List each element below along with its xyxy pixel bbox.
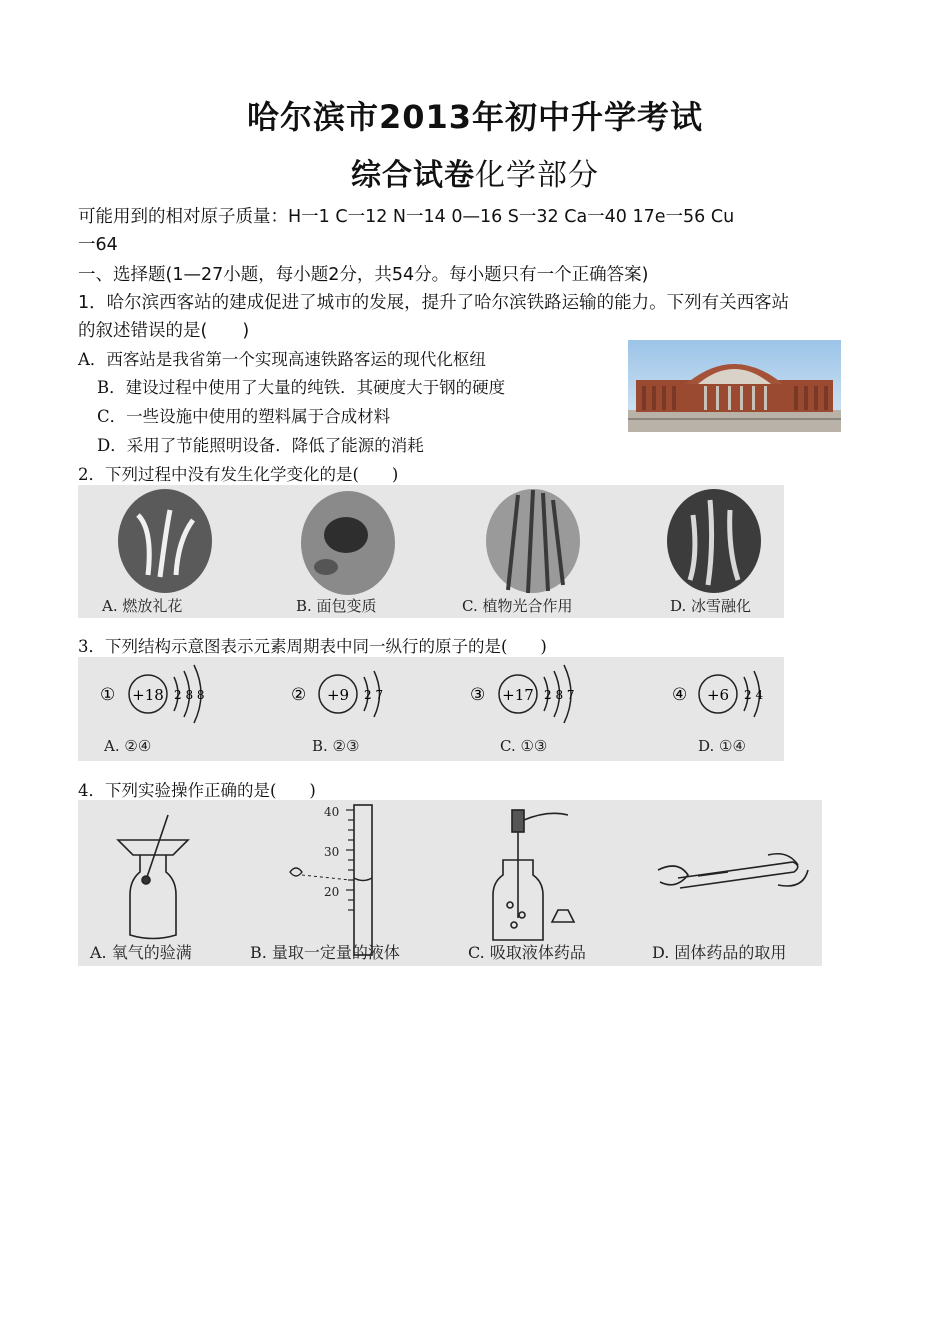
q2-caption-c: C. 植物光合作用 [462,597,573,615]
cylinder-tick-30: 30 [324,845,340,859]
q1-option-b: B．建设过程中使用了大量的纯铁．其硬度大于钢的硬度 [97,378,506,397]
subtitle-bold: 综合试卷 [351,158,475,193]
atom-3-nucleus: +17 [502,686,534,704]
exam-title: 哈尔滨市2013年初中升学考试 [246,98,704,136]
fireworks-image [118,489,212,593]
atom-2-shells: 2 7 [364,688,384,702]
q3-figure [78,657,784,761]
q2-caption-b: B. 面包变质 [296,597,377,615]
q4-figure [78,800,822,966]
atom-4-nucleus: +6 [706,686,730,704]
atom-diagram-4 [672,671,763,717]
atom-1-nucleus: +18 [132,686,164,704]
q1-stem-line-2: 的叙述错误的是( ) [78,321,250,341]
q4-stem: 4．下列实验操作正确的是( ) [78,781,316,800]
atom-diagram-1 [100,665,205,723]
atom-diagram-3 [470,665,575,723]
atom-3-label: ③ [470,685,486,705]
q3-answer-d: D. ①④ [698,737,746,755]
q4-caption-d: D. 固体药品的取用 [652,943,787,962]
q2-stem: 2．下列过程中没有发生化学变化的是( ) [78,465,399,484]
atom-4-shells: 2 4 [744,688,764,702]
dropper-and-reagent-bottle [493,810,574,940]
atom-1-label: ① [100,685,116,705]
solid-reagent-test-tube [658,854,808,888]
atomic-mass-line-2: 一64 [78,235,118,255]
q4-caption-a: A. 氧气的验满 [90,943,192,962]
melting-ice-image [667,489,761,593]
q3-answer-a: A. ②④ [104,737,152,755]
q3-answer-c: C. ①③ [500,737,548,755]
q2-figure [78,485,784,618]
measuring-cylinder [290,805,372,955]
q3-stem: 3．下列结构示意图表示元素周期表中同一纵行的原子的是( ) [78,637,547,656]
q2-caption-a: A. 燃放礼花 [102,597,183,615]
q4-caption-c: C. 吸取液体药品 [468,943,586,962]
q2-caption-d: D. 冰雪融化 [670,597,752,615]
q3-answer-b: B. ②③ [312,737,360,755]
exam-subtitle [0,150,950,194]
station-photo [628,340,841,432]
atom-4-label: ④ [672,685,688,705]
atomic-mass-line-1: 可能用到的相对原子质量：H一1 C一12 N一14 0—16 S一32 Ca一40 17e一56 Cu [78,207,735,227]
atom-3-shells: 2 8 7 [544,688,575,702]
section-heading: 一、选择题(1—27小题，每小题2分，共54分。每小题只有一个正确答案) [78,265,649,285]
atom-diagram-2 [291,671,383,717]
atom-2-label: ② [291,685,307,705]
cylinder-tick-20: 20 [324,885,340,899]
q1-option-c: C．一些设施中使用的塑料属于合成材料 [97,407,391,426]
moldy-bread-image [301,491,395,595]
atom-2-nucleus: +9 [326,686,350,704]
q1-option-d: D．采用了节能照明设备．降低了能源的消耗 [97,436,424,455]
atom-1-shells: 2 8 8 [174,688,205,702]
forest-image [486,489,580,593]
q1-option-a: A．西客站是我省第一个实现高速铁路客运的现代化枢纽 [78,350,486,369]
subtitle-rest: 化学部分 [475,158,599,193]
q1-stem-line-1: 1．哈尔滨西客站的建成促进了城市的发展，提升了哈尔滨铁路运输的能力。下列有关西客站 [78,293,790,313]
oxygen-test-bottle [118,815,188,939]
cylinder-tick-40: 40 [324,805,340,819]
q4-caption-b: B. 量取一定量的液体 [250,943,400,962]
